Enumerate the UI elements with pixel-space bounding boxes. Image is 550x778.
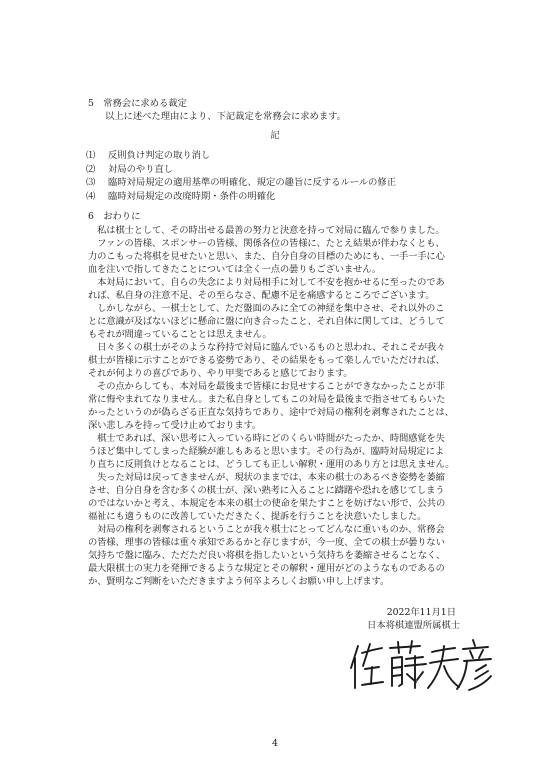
item-number: ⑶ [86, 177, 96, 189]
section-5-heading: 5 常務会に求める裁定 [88, 98, 187, 109]
paragraph [88, 380, 468, 432]
paragraph [88, 302, 468, 341]
item-number: ⑷ [86, 190, 96, 202]
paragraph [88, 224, 468, 237]
item-text: 臨時対局規定の改廃時期・条件の明確化 [108, 190, 276, 202]
paragraph [88, 471, 468, 523]
paragraph-line: れば、私自身の注意不足、その至らなさ、配慮不足を痛感するところでございます。 [88, 290, 435, 301]
paragraph-line: その点からしても、本対局を最後まで皆様にお見せすることができなかったことが非 [88, 381, 445, 392]
handwritten-signature [346, 638, 496, 692]
paragraph-line: 福祉にも適うものに改善していただきたく、提訴を行うことを決意いたしました。 [88, 511, 427, 522]
paragraph-line: させ、自分自身を含む多くの棋士が、深い熟考に入ることに躊躇や恐れを感じてしまう [88, 485, 445, 496]
paragraph [88, 523, 468, 588]
paragraph-line: り直ちに反則負けとなることは、どうしても正しい解釈・運用のあり方とは思えません。 [88, 459, 455, 470]
paragraph-line: もそれが間違っていることとは思えません。 [88, 329, 272, 340]
paragraph-line: それが何よりの喜びであり、やり甲斐であると感じております。 [88, 368, 353, 379]
list-item [86, 163, 486, 177]
paragraph-line: か、賢明なご判断をいただきますよう何卒よろしくお願い申し上げます。 [88, 576, 390, 587]
paragraph-line: 常に悔やまれてなりません。また私自身としてもこの対局を最後まで指させてもらいた [88, 394, 446, 405]
section-6-heading: 6 おわりに [88, 211, 141, 222]
paragraph-line: 私は棋士として、その時出せる最善の努力と決意を持って対局に臨んで参りました。 [88, 225, 445, 236]
item-text: 反則負け判定の取り消し [108, 150, 211, 161]
paragraph-line: しかしながら、一棋士として、ただ盤面のみに全ての神経を集中させ、それ以外のこ [88, 303, 445, 314]
item-text: 臨時対局規定の適用基準の明確化、規定の趣旨に反するルールの修正 [108, 177, 397, 189]
paragraph-line: うほど集中してしまった経験が誰しもあると思います。その行為が、臨時対局規定によ [88, 446, 444, 457]
paragraph-line: のではないかと考え、本規定を本来の棋士の使命を果たすことを妨げない形で、公共の [88, 498, 446, 509]
paragraph-line: ファンの皆様、スポンサーの皆様、関係各位の皆様に、たとえ結果が伴わなくとも、 [88, 238, 445, 249]
item-number: ⑵ [86, 163, 96, 175]
paragraph-line: とに意識が及ばないほどに懸命に盤に向き合ったこと、それ自体に関しては、どうして [88, 316, 445, 327]
paragraph-line: 対局の権利を剥奪されるということが我々棋士にとってどんなに重いものか、常務会 [88, 524, 445, 535]
page-number: 4 [272, 738, 278, 749]
paragraph-line: 棋士が皆様に示すことができる姿勢であり、その結果をもって楽しんでいただければ、 [88, 355, 445, 366]
paragraph-line: 深い悲しみを持って受け止めております。 [88, 420, 262, 431]
paragraph-line: 棋士であれば、深い思考に入っている時にどのくらい時間がたったか、時間感覚を失 [88, 433, 445, 444]
request-list [86, 149, 486, 203]
paragraph-line: 力のこもった将棋を見せたいと思い、また、自分自身の目標のためにも、一手一手に心 [88, 251, 445, 262]
section-5-body: 以上に述べた理由により、下記裁定を常務会に求めます。 [105, 111, 346, 122]
section-6-body [88, 224, 468, 588]
section-5 [88, 97, 488, 123]
paragraph [88, 276, 468, 302]
item-number: ⑴ [86, 150, 96, 161]
paragraph-line: 最大限棋士の実力を発揮できるような規定とその解釈・運用がどのようなものであるの [88, 563, 445, 574]
paragraph-line: 日々多くの棋士がそのような矜持で対局に臨んでいるものと思われ、それこそが我々 [88, 342, 446, 353]
paragraph [88, 432, 468, 471]
paragraph-line: 血を注いで指してきたことについては全く一点の曇りもございません。 [88, 264, 382, 275]
list-item [86, 176, 486, 190]
paragraph-line: 本対局において、自らの失念により対局相手に対して不安を抱かせるに至ったのであ [88, 277, 445, 288]
paragraph [88, 237, 468, 276]
author-affiliation: 日本将棋連盟所属棋士 [367, 620, 460, 631]
paragraph-line: 失った対局は戻ってきませんが、現状のままでは、本来の棋士のあるべき姿勢を萎縮 [88, 472, 445, 483]
ki-heading: 記 [270, 130, 280, 141]
list-item [86, 149, 486, 163]
paragraph-line: かったというのが偽らざる正直な気持ちであり、途中で対局の権利を剥奪されたことは、 [88, 407, 454, 418]
paragraph [88, 341, 468, 380]
list-item [86, 190, 486, 204]
paragraph-line: 気持ちで盤に臨み、ただただ良い将棋を指したいという気持ちを萎縮させることなく、 [88, 550, 446, 561]
item-text: 対局のやり直し [108, 163, 174, 175]
paragraph-line: の皆様、理事の皆様は重々承知であるかと存じますが、今一度、全ての棋士が曇りない [88, 537, 445, 548]
document-date: 2022年11月1日 [386, 607, 456, 618]
